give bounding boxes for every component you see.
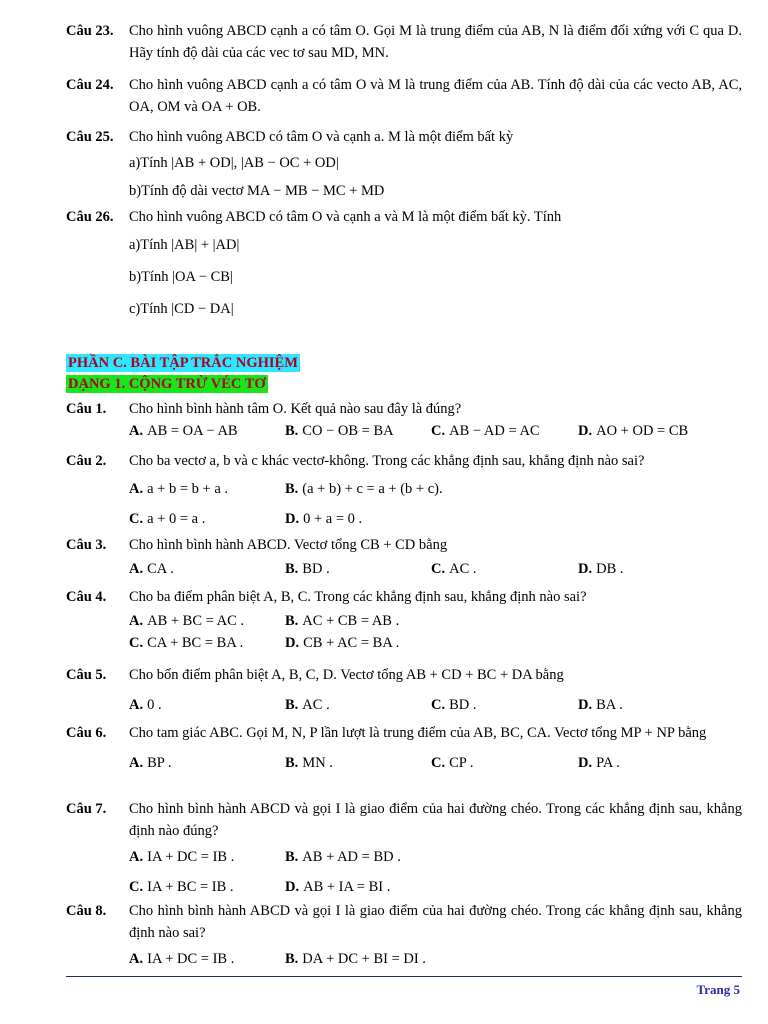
option-c: C. AB − AD = AC xyxy=(431,423,540,439)
mcq-7 xyxy=(66,798,742,898)
question-25 xyxy=(66,126,742,202)
question-label: Câu 23. xyxy=(66,23,114,39)
option-a: A. BP . xyxy=(129,755,172,771)
option-d: D. PA . xyxy=(578,755,620,771)
mcq-8 xyxy=(66,900,742,970)
option-c: C. IA + BC = IB . xyxy=(129,879,234,895)
option-d: D. BA . xyxy=(578,697,623,713)
option-b: B. AC . xyxy=(285,697,330,713)
sub-question: a)Tính |AB + OD|, |AB − OC + OD| xyxy=(129,155,339,171)
option-c: C. a + 0 = a . xyxy=(129,511,206,527)
question-text: Cho tam giác ABC. Gọi M, N, P lần lượt là trung điểm của AB, BC, CA. Vectơ tổng MP + NP bằng xyxy=(129,725,707,741)
option-d: D. 0 + a = 0 . xyxy=(285,511,363,527)
options-row xyxy=(129,478,742,500)
option-b: B. AB + AD = BD . xyxy=(285,849,401,865)
sub-question: a)Tính |AB| + |AD| xyxy=(129,237,240,253)
question-26 xyxy=(66,206,742,320)
options-row xyxy=(129,610,742,632)
question-label: Câu 8. xyxy=(66,903,107,919)
option-b: B. MN . xyxy=(285,755,333,771)
footer-divider xyxy=(66,976,742,977)
mcq-4 xyxy=(66,586,742,654)
option-a: A. AB + BC = AC . xyxy=(129,613,245,629)
question-text: Cho hình bình hành ABCD. Vectơ tổng CB + CD bằng xyxy=(129,537,448,553)
question-label: Câu 25. xyxy=(66,129,114,145)
option-a: A. a + b = b + a . xyxy=(129,481,229,497)
question-label: Câu 5. xyxy=(66,667,107,683)
option-d: D. DB . xyxy=(578,561,624,577)
mcq-5 xyxy=(66,664,742,716)
page-number: Trang 5 xyxy=(696,982,740,997)
question-label: Câu 6. xyxy=(66,725,107,741)
options-row xyxy=(129,420,742,442)
question-label: Câu 3. xyxy=(66,537,107,553)
question-text: Cho hình bình hành ABCD và gọi I là giao điểm của hai đường chéo. Trong các khẳng định sau, khẳng định nào sai? xyxy=(129,903,742,941)
question-text: Cho bốn điểm phân biệt A, B, C, D. Vectơ tổng AB + CD + BC + DA bằng xyxy=(129,667,564,683)
options-row xyxy=(129,558,742,580)
option-b: B. (a + b) + c = a + (b + c). xyxy=(285,481,443,497)
option-b: B. AC + CB = AB . xyxy=(285,613,400,629)
option-c: C. CP . xyxy=(431,755,474,771)
options-row xyxy=(129,694,742,716)
option-d: D. AB + IA = BI . xyxy=(285,879,391,895)
options-row xyxy=(129,508,742,530)
option-a: A. IA + DC = IB . xyxy=(129,849,235,865)
option-b: B. BD . xyxy=(285,561,330,577)
option-a: A. AB = OA − AB xyxy=(129,423,238,439)
question-23 xyxy=(66,20,742,64)
question-text: Cho hình vuông ABCD có tâm O và cạnh a và M là một điểm bất kỳ. Tính xyxy=(129,209,562,225)
question-label: Câu 2. xyxy=(66,453,107,469)
question-text: Cho hình vuông ABCD có tâm O và cạnh a. M là một điểm bất kỳ xyxy=(129,129,514,145)
subsection-heading: DẠNG 1. CỘNG TRỪ VÉC TƠ xyxy=(68,376,266,392)
question-label: Câu 1. xyxy=(66,401,107,417)
question-label: Câu 4. xyxy=(66,589,107,605)
option-a: A. 0 . xyxy=(129,697,162,713)
sub-question: b)Tính độ dài vectơ MA − MB − MC + MD xyxy=(129,183,385,199)
question-label: Câu 26. xyxy=(66,209,114,225)
mcq-3 xyxy=(66,534,742,580)
option-c: C. CA + BC = BA . xyxy=(129,635,244,651)
option-b: B. DA + DC + BI = DI . xyxy=(285,951,426,967)
options-row xyxy=(129,632,742,654)
option-a: A. CA . xyxy=(129,561,174,577)
mcq-1 xyxy=(66,398,742,442)
mcq-6 xyxy=(66,722,742,774)
question-text: Cho ba vectơ a, b và c khác vectơ-không. Trong các khẳng định sau, khẳng định nào sai? xyxy=(129,453,645,469)
question-24 xyxy=(66,74,742,118)
option-d: D. AO + OD = CB xyxy=(578,423,689,439)
question-label: Câu 7. xyxy=(66,801,107,817)
question-text: Cho hình bình hành tâm O. Kết quả nào sau đây là đúng? xyxy=(129,401,462,417)
option-c: C. AC . xyxy=(431,561,477,577)
sub-question: c)Tính |CD − DA| xyxy=(129,301,234,317)
question-text: Cho hình bình hành ABCD và gọi I là giao điểm của hai đường chéo. Trong các khẳng định sau, khẳng định nào đúng? xyxy=(129,801,742,839)
sub-question: b)Tính |OA − CB| xyxy=(129,269,233,285)
option-a: A. IA + DC = IB . xyxy=(129,951,235,967)
question-label: Câu 24. xyxy=(66,77,114,93)
options-row xyxy=(129,752,742,774)
mcq-2 xyxy=(66,450,742,530)
question-text: Cho ba điểm phân biệt A, B, C. Trong các khẳng định sau, khẳng định nào sai? xyxy=(129,589,587,605)
option-c: C. BD . xyxy=(431,697,477,713)
section-heading: PHẦN C. BÀI TẬP TRẮC NGHIỆM xyxy=(68,355,298,371)
options-row xyxy=(129,948,742,970)
options-row xyxy=(129,846,742,868)
question-text: Cho hình vuông ABCD cạnh a có tâm O và M là trung điểm của AB. Tính độ dài của các vecto AB, AC, OA, OM và OA + OB. xyxy=(129,77,742,115)
option-d: D. CB + AC = BA . xyxy=(285,635,400,651)
option-b: B. CO − OB = BA xyxy=(285,423,394,439)
options-row xyxy=(129,876,742,898)
question-text: Cho hình vuông ABCD cạnh a có tâm O. Gọi M là trung điểm của AB, N là điểm đối xứng với C qua D. Hãy tính độ dài của các vec tơ sau MD, MN. xyxy=(129,23,742,61)
